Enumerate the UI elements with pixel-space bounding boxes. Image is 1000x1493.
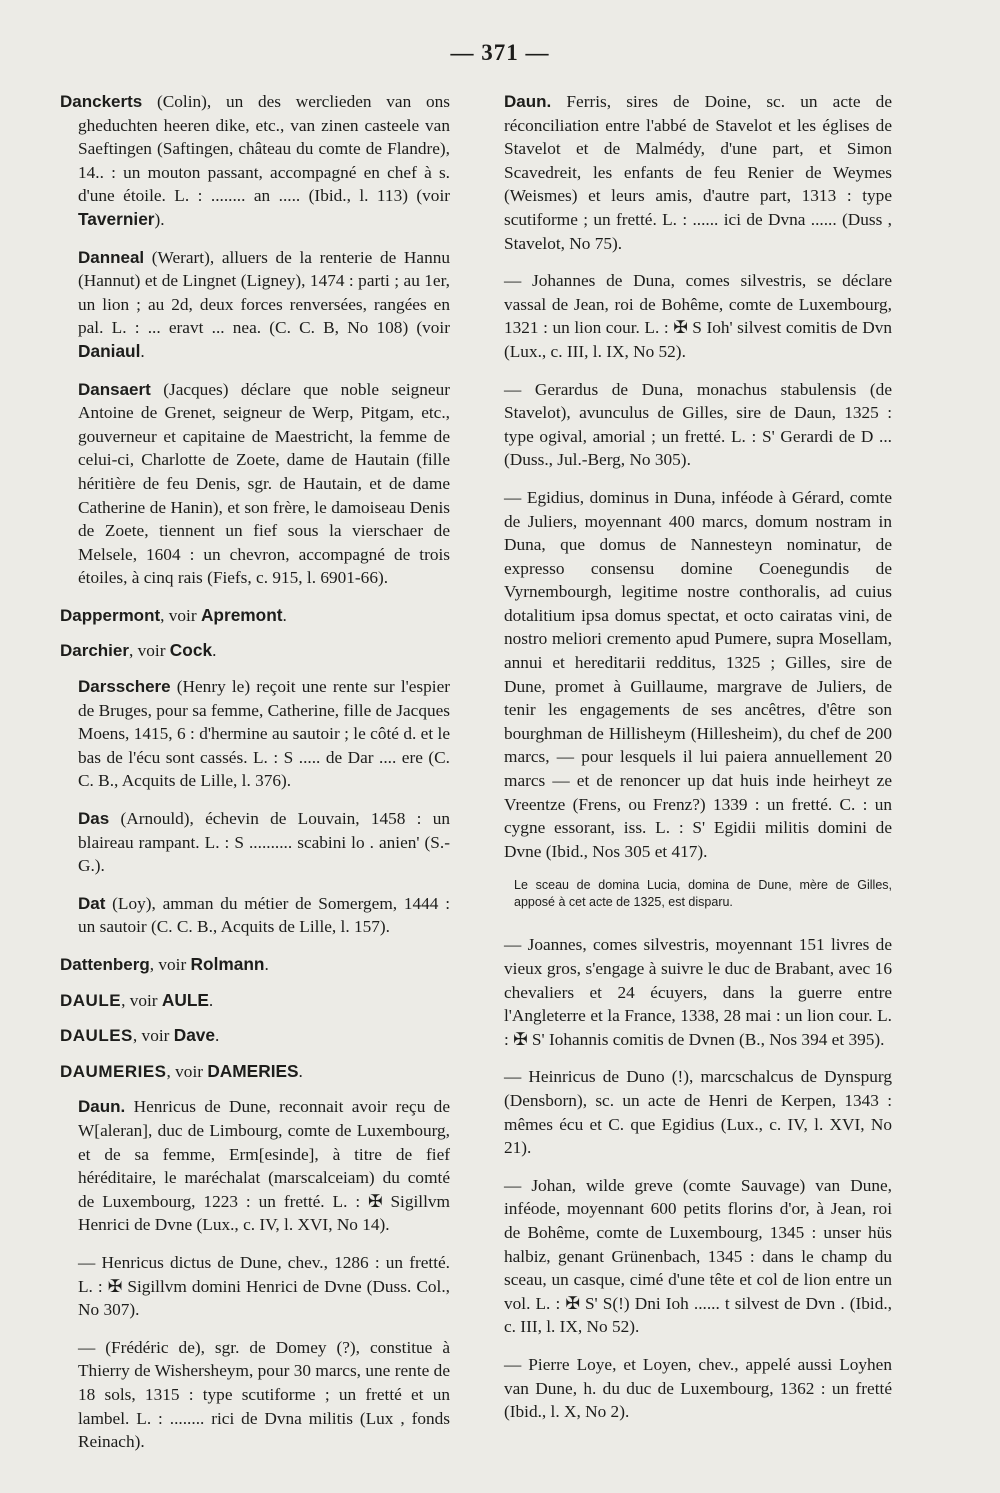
punctuation: . [140, 341, 145, 361]
sub-entry: — Henricus dictus de Dune, chev., 1286 : un fretté. L. : ✠ Sigillvm domini Henrici de Dvne (Duss. Col., No 307). [78, 1252, 450, 1320]
entry-darsschere [60, 675, 450, 793]
entry-text: (Loy), amman du métier de Somergem, 1444 : un sautoir (C. C. B., Acquits de Lille, l. 157). [78, 893, 450, 937]
entry-text: (Henry le) reçoit une rente sur l'espier de Bruges, pour sa femme, Catherine, fille de Jacques Moens, 1415, 6 : d'hermine au sautoir ; le côté d. et le bas de l'écu sont cassés. L. : S ..... de Dar .... ere (C. C. B., Acquits de Lille, l. 376). [78, 677, 450, 791]
sub-entry: — Pierre Loye, et Loyen, chev., appelé aussi Loyhen van Dune, h. du duc de Luxembourg, 1362 : un fretté (Ibid., l. X, No 2). [504, 1354, 892, 1422]
punctuation: . [298, 1061, 303, 1081]
sub-entry: — Joannes, comes silvestris, moyennant 151 livres de vieux gros, s'engage à suivre le duc de Brabant, avec 16 chevaliers et 24 écuyers, dans la guerre entre l'Angleterre et la France, 1338, 28 mai : un lion cour. L. : ✠ S' Iohannis comitis de Dvnen (B., Nos 394 et 395). [504, 935, 892, 1049]
entry-headword: Darchier [60, 641, 129, 661]
punctuation: . [264, 955, 269, 974]
punctuation: . [212, 641, 217, 661]
entry-headword: Danneal [78, 247, 145, 267]
left-column [60, 90, 450, 1468]
entry-headword: Das [78, 809, 110, 829]
entry-dat [60, 892, 450, 939]
entry-danckerts [60, 90, 450, 232]
entry-text: (Werart), alluers de la renterie de Hannu (Hannut) et de Lingnet (Ligney), 1474 : parti ; au 1er, un lion ; au 2d, deux forces renversées, rangées en pal. L. : ... eravt ... nea. (C. C. B, No 108) (voir [78, 247, 450, 338]
sub-entry: — (Frédéric de), sgr. de Domey (?), constitue à Thierry de Wishersheym, pour 30 marcs, une rente de 18 sols, 1315 : type scutiforme ; un fretté et un lambel. L. : ........ rici de Dvna militis (Lux , fonds Reinach). [78, 1337, 450, 1452]
footnote: Le sceau de domina Lucia, domina de Dune, mère de Gilles, apposé à cet acte de 1325, est disparu. [514, 878, 892, 910]
entry-daun-ferris [486, 90, 892, 255]
sub-entry: — Egidius, dominus in Duna, inféode à Gérard, comte de Juliers, moyennant 400 marcs, domum nostram in Duna, que domus de Nannesteyn nominatur, de expresso consensu domine Coenegundis de Vyrnembourgh, legitime nostre conthoralis, ad cuius dotalitium ipsa domus spectat, et octo cairatas vini, de nostro meliori cremento apud Pumere, supra Mosellam, annui et hereditarii redditus, 1325 ; Gilles, sire de Dune, promet à Guillaume, margrave de Juliers, de tenir les engagements de ses ancêtres, d'être son bourghman de Hillisheym (Hillesheim), du chef de 200 marcs, — pour lesquels il lui paiera annuellement 20 marcs — et de renoncer up dat huis inde heirheyt ze Vreentze (Frens, ou Frenz?) 1339 : un fretté. C. : un cygne essorant, iss. L. : S' Egidii militis domini de Dvne (Ibid., Nos 305 et 417). [504, 487, 892, 861]
page-number: — 371 — [450, 40, 550, 65]
entry-dansaert [60, 378, 450, 590]
xref-daule [60, 989, 450, 1013]
xref-voir: , voir [132, 1026, 170, 1046]
entry-headword: DAULES [60, 1026, 133, 1046]
entry-headword: Dattenberg [60, 955, 150, 974]
cross-reference: AULE [161, 989, 209, 1010]
entry-text: Henricus de Dune, reconnait avoir reçu de W[aleran], duc de Limbourg, comte de Luxembourg, et de sa femme, Erm[esinde], à titre de fief héréditaire, le maréchalat (marscalceiam) du comté de Luxembourg, 1223 : un fretté. L. : ✠ Sigillvm Henrici de Dvne (Lux., c. IV, l. XVI, No 14). [78, 1097, 450, 1235]
entry-das [60, 807, 450, 878]
sub-entry: — Gerardus de Duna, monachus stabulensis (de Stavelot), avunculus de Gilles, sire de Daun, 1325 : type ogival, amorial ; un fretté. L. : S' Gerardi de D ... (Duss., Jul.-Berg, No 305). [504, 379, 892, 470]
entry-headword: Dappermont [60, 605, 161, 625]
entry-text: Ferris, sires de Doine, sc. un acte de réconciliation entre l'abbé de Stavelot et les églises de Stavelot et de Malmédy, d'une part, et Simon Scavedreit, les enfants de feu Renier de Weymes (Weismes) et leurs amis, d'autre part, 1313 : type scutiforme ; un fretté. L. : ...... ici de Dvna ...... (Duss , Stavelot, No 75). [504, 92, 892, 253]
entry-text: (Jacques) déclare que noble seigneur Antoine de Grenet, seigneur de Werp, Pitgam, etc., gouverneur et capitaine de Maestricht, la femme de celui-ci, Charlotte de Zoete, dame de Hautain (fille héritière de feu Denis, sgr. de Hautain, et de dame Catherine de Hanin), et son frère, le damoiseau Denis de Zoete, tiennent un fief sous la vierschaer de Melsele, 1604 : un chevron, accompagné de trois étoiles, à cinq rais (Fiefs, c. 915, l. 6901-66). [78, 379, 450, 588]
cross-reference: Apremont [200, 604, 283, 625]
cross-reference: Cock [169, 640, 213, 661]
entry-headword: Dat [78, 893, 106, 913]
sub-entry: — Johannes de Duna, comes silvestris, se déclare vassal de Jean, roi de Bohême, comte de Luxembourg, 1321 : un lion cour. L. : ✠ S Ioh' silvest comitis de Dvn (Lux., c. III, l. IX, No 52). [504, 271, 892, 361]
entry-text: (Arnould), échevin de Louvain, 1458 : un blaireau rampant. L. : S .......... scabini lo . anien' (S.-G.). [78, 809, 451, 876]
cross-reference: Dave [173, 1025, 216, 1046]
xref-voir: , voir [128, 641, 166, 661]
xref-dappermont [60, 604, 450, 628]
right-column [486, 90, 892, 1438]
entry-headword: Dansaert [78, 379, 151, 399]
cross-reference: Tavernier [78, 208, 155, 229]
xref-voir: , voir [121, 990, 158, 1010]
entry-danneal [60, 246, 450, 364]
entry-text: (Colin), un des werclieden van ons gheduchten heeren dike, etc., van zinen casteele van Saeftingen (Saftingen, château du comte de Flandre), 14.. : un mouton passant, accompagné en chef à s. d'une étoile. L. : ........ an ..... (Ibid., l. 113) (voir [78, 92, 450, 206]
xref-voir: , voir [160, 605, 197, 625]
cross-reference: Daniaul [78, 340, 141, 361]
entry-daun [60, 1095, 450, 1237]
entry-headword: Danckerts [60, 92, 143, 111]
entry-headword: DAUMERIES [60, 1061, 167, 1081]
entry-headword: Daun. [504, 92, 552, 111]
xref-daumeries [60, 1060, 450, 1084]
entry-headword: Daun. [78, 1097, 126, 1117]
xref-daules [60, 1024, 450, 1048]
xref-dattenberg [60, 953, 450, 977]
entry-headword: DAULE [60, 990, 122, 1010]
punctuation: . [282, 605, 287, 625]
punctuation: . [208, 990, 214, 1010]
xref-darchier [60, 639, 450, 663]
cross-reference: DAMERIES [207, 1060, 299, 1081]
cross-reference: Rolmann [190, 954, 265, 974]
entry-headword: Darsschere [78, 677, 171, 697]
punctuation: ). [154, 209, 165, 229]
xref-voir: , voir [149, 955, 187, 974]
punctuation: . [215, 1026, 220, 1046]
sub-entry: — Heinricus de Duno (!), marcschalcus de Dynspurg (Densborn), sc. un acte de Henri de Kerpen, 1343 : mêmes écu et C. que Egidius (Lux., c. IV, l. XVI, No 21). [504, 1067, 892, 1158]
xref-voir: , voir [166, 1061, 203, 1081]
sub-entry: — Johan, wilde greve (comte Sauvage) van Dune, inféode, moyennant 600 petits florins d'or, à Jean, roi de Bohême, comte de Luxembourg, 1345 : unser hüs halbiz, genant Grünenbach, 1345 : dans le champ du sceau, un casque, cimé d'une tête et col de lion entre un vol. L. : ✠ S' S(!) Dni Ioh ...... t silvest de Dvn . (Ibid., c. III, l. IX, No 52). [504, 1175, 892, 1337]
